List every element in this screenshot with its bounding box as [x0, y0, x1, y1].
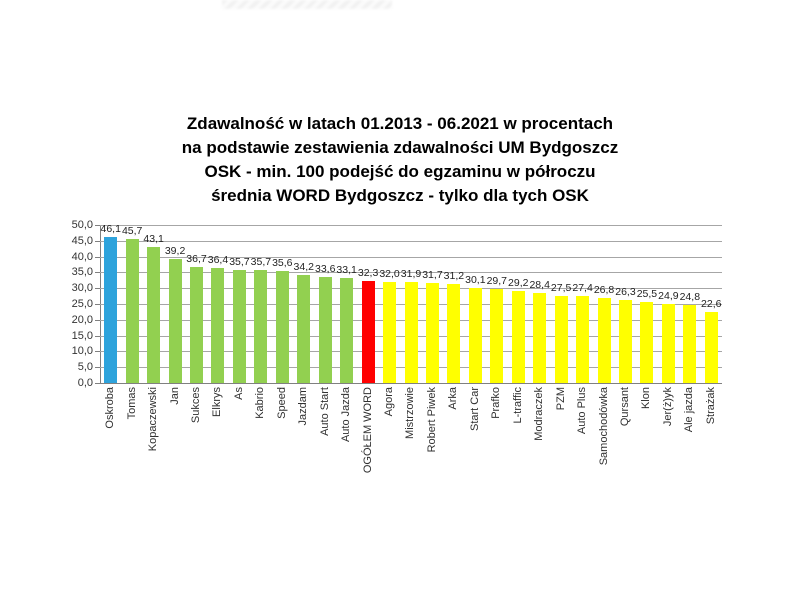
bar-PZM [555, 296, 568, 383]
bar-Speed [276, 271, 289, 383]
x-axis-label: Agora [383, 387, 396, 417]
bar-value-label: 27,4 [572, 282, 593, 295]
bar-value-label: 43,1 [143, 232, 164, 245]
x-axis-label-slot [636, 387, 657, 409]
bar-value-label: 22,6 [701, 297, 722, 310]
x-axis-label: Ale jazda [683, 387, 696, 433]
bar-value-label: 25,5 [636, 288, 658, 301]
x-axis-label-slot [186, 387, 207, 423]
bar-value-label: 29,7 [486, 275, 507, 288]
y-axis-label: 25,0 [71, 298, 93, 310]
bar-Tomas [126, 239, 139, 383]
bar-Auto Jazda [340, 278, 353, 383]
bar-Qursant [619, 300, 632, 383]
x-axis-label-slot [143, 387, 164, 451]
x-axis-label-slot [508, 387, 529, 423]
bar-Elkrys [211, 268, 224, 383]
x-axis-label-slot [272, 387, 293, 419]
y-axis-label: 50,0 [71, 219, 93, 231]
bar-value-label: 33,6 [314, 262, 336, 275]
bar-value-label: 26,8 [593, 284, 615, 297]
bar-value-label: 35,6 [272, 256, 293, 269]
bar-value-label: 30,1 [465, 273, 486, 286]
x-axis-label: Tomas [125, 387, 138, 420]
bar-Klon [640, 302, 653, 383]
bar-Modraczek [533, 293, 546, 383]
chart-title-line-2: na podstawie zestawienia zdawalności UM Bydgoszcz [181, 138, 619, 157]
gridline [100, 225, 722, 226]
gridline [100, 241, 722, 242]
x-axis-label: Arka [447, 387, 460, 410]
bar-value-label: 45,7 [121, 224, 143, 237]
redacted-watermark [222, 0, 392, 9]
bar-value-label: 32,3 [357, 266, 379, 279]
bar-Strażak [705, 312, 718, 383]
x-axis-label: As [232, 387, 245, 400]
bar-value-label: 31,2 [443, 270, 465, 283]
bar-value-label: 26,3 [615, 285, 636, 298]
bar-Samochodówka [598, 298, 611, 383]
x-axis-label: Jazdam [297, 387, 310, 426]
x-axis-label: Speed [275, 387, 288, 419]
x-axis-label-slot [336, 387, 357, 442]
x-axis-label-slot [164, 387, 185, 405]
bar-value-label: 36,7 [186, 253, 207, 266]
x-axis-label: Auto Plus [576, 387, 589, 435]
x-axis-label-slot [593, 387, 614, 465]
x-axis-label: Prafko [490, 387, 503, 419]
x-axis-label-slot [486, 387, 507, 419]
x-axis-label: Robert Piwek [425, 387, 438, 453]
x-axis-label: Jer(ż)yk [661, 387, 674, 427]
x-axis-label-slot [701, 387, 722, 424]
x-axis-label-slot [250, 387, 271, 419]
x-axis-label: Klon [640, 387, 653, 410]
x-axis-label-slot [229, 387, 250, 400]
y-axis-label: 15,0 [71, 329, 93, 342]
y-axis-label: 35,0 [71, 266, 93, 279]
bar-Jan [169, 259, 182, 383]
bar-Robert Piwek [426, 283, 439, 383]
chart-title-line-1: Zdawalność w latach 01.2013 - 06.2021 w procentach [186, 114, 614, 133]
x-axis-label-slot [100, 387, 121, 429]
bar-Jer(ż)yk [662, 304, 675, 383]
bar-value-label: 35,7 [250, 256, 272, 269]
y-axis-label: 40,0 [71, 250, 93, 263]
bar-Kabrio [254, 270, 267, 383]
bar-Start Car [469, 288, 482, 383]
bar-L-traffic [512, 291, 525, 383]
x-axis-label-slot [443, 387, 464, 410]
bar-value-label: 32,0 [379, 267, 400, 280]
x-axis-label-slot [379, 387, 400, 416]
x-axis-label-slot [550, 387, 571, 410]
x-axis-label-slot [121, 387, 142, 419]
x-axis-label: Strażak [704, 387, 717, 425]
x-axis-label-slot [679, 387, 700, 432]
x-axis-label-slot [658, 387, 679, 426]
bar-Oskroba [104, 237, 117, 383]
bar-Auto Start [319, 277, 332, 383]
x-axis-label: Modraczek [533, 387, 546, 441]
x-axis-label: L-traffic [511, 387, 524, 424]
bar-value-label: 39,2 [164, 245, 186, 258]
bar-value-label: 31,9 [400, 268, 422, 281]
x-axis-label-slot [314, 387, 335, 436]
y-axis-label: 5,0 [77, 361, 93, 374]
x-axis-label: PZM [554, 387, 567, 411]
chart-title-line-3: OSK - min. 100 podejść do egzaminu w półroczu [204, 162, 596, 181]
x-axis-label-slot [465, 387, 486, 431]
x-axis-label: Kabrio [254, 387, 267, 419]
bar-value-label: 28,4 [529, 279, 550, 292]
bar-value-label: 31,7 [422, 268, 443, 281]
bar-Jazdam [297, 275, 310, 383]
x-axis-labels [100, 387, 722, 482]
plot-area [100, 225, 722, 383]
bar-value-label: 34,2 [293, 260, 314, 273]
x-axis-label: OGÓŁEM WORD [361, 387, 374, 474]
x-axis-label: Sukces [190, 387, 202, 424]
y-axis-label: 20,0 [71, 313, 93, 326]
x-axis-label: Samochodówka [597, 387, 610, 466]
x-axis-label-slot [529, 387, 550, 441]
bar-Kopaczewski [147, 247, 160, 383]
x-axis-label: Oskroba [104, 387, 117, 429]
bar-Sukces [190, 267, 203, 383]
x-axis-label-slot [615, 387, 636, 426]
x-axis-label-slot [293, 387, 314, 426]
x-axis-label: Mistrzowie [404, 387, 417, 439]
x-axis-label-slot [400, 387, 421, 439]
y-axis-label: 30,0 [71, 282, 93, 295]
x-axis-label: Jan [168, 387, 181, 405]
y-axis-label: 10,0 [71, 345, 93, 358]
bar-value-label: 46,1 [100, 223, 121, 236]
chart-title [0, 112, 800, 208]
x-axis-label: Start Car [468, 387, 481, 432]
bar-Prafko [490, 289, 503, 383]
x-axis-label: Qursant [618, 387, 631, 427]
x-axis-label: Kopaczewski [147, 387, 160, 452]
x-axis-label: Auto Start [318, 387, 331, 436]
x-axis-line [95, 383, 722, 384]
bar-value-label: 29,2 [508, 276, 529, 289]
bar-value-label: 24,9 [658, 290, 679, 303]
y-axis-label: 45,0 [71, 234, 93, 247]
bar-Mistrzowie [405, 282, 418, 383]
bar-value-label: 36,4 [207, 253, 229, 266]
bar-Agora [383, 282, 396, 383]
x-axis-label: Elkrys [211, 387, 224, 417]
bar-value-label: 24,8 [679, 290, 701, 303]
x-axis-label-slot [207, 387, 228, 417]
x-axis-label-slot [422, 387, 443, 452]
x-axis-label-slot [572, 387, 593, 434]
bar-Auto Plus [576, 296, 589, 383]
bar-As [233, 270, 246, 383]
chart-title-line-4: średnia WORD Bydgoszcz - tylko dla tych OSK [211, 186, 589, 205]
bar-value-label: 33,1 [336, 264, 357, 277]
x-axis-label-slot [357, 387, 378, 473]
bar-Ale jazda [683, 305, 696, 383]
bar-value-label: 27,5 [550, 282, 572, 295]
bar-value-label: 35,7 [229, 256, 250, 269]
bar-Arka [447, 284, 460, 383]
y-axis-label: 0,0 [77, 377, 93, 389]
x-axis-label: Auto Jazda [340, 387, 353, 443]
bar-OGÓŁEM WORD [362, 281, 375, 383]
